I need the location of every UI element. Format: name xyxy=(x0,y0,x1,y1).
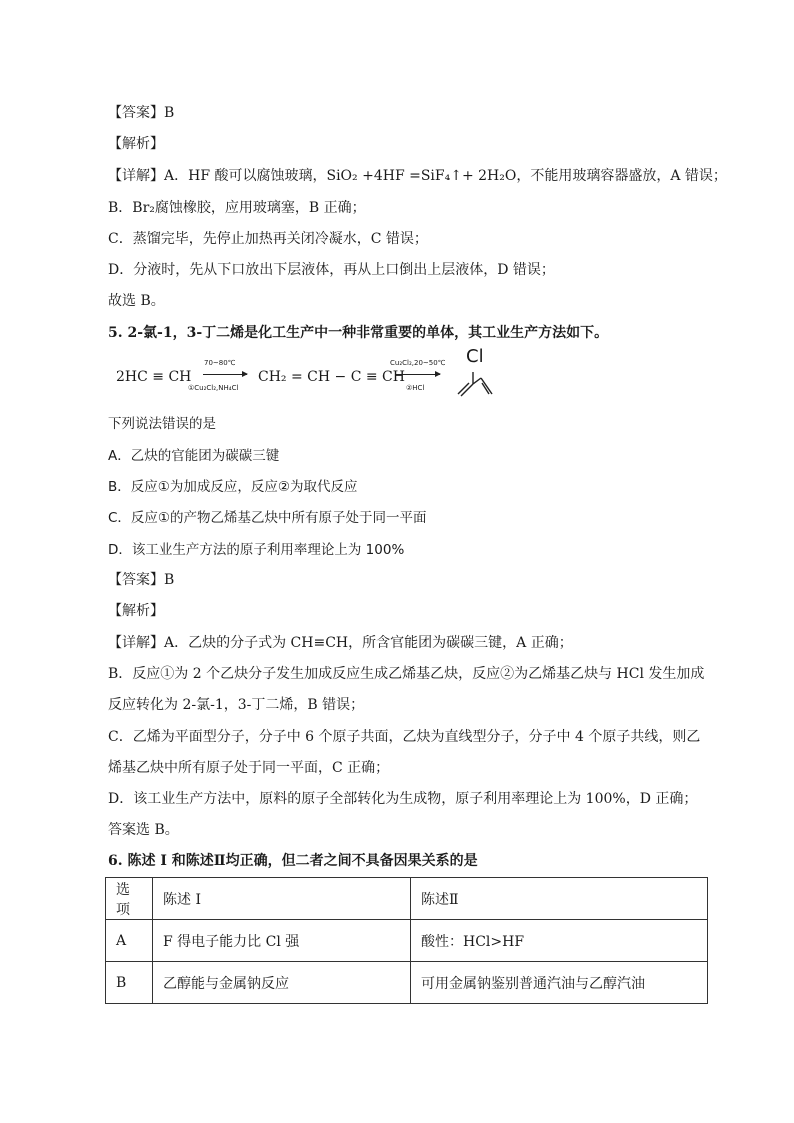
header-option: 选项 xyxy=(106,878,153,920)
condition-2-bottom: ②HCl xyxy=(406,384,425,392)
detail-a: 【详解】A．HF 酸可以腐蚀玻璃，SiO₂ +4HF =SiF₄↑+ 2H₂O，不能用玻璃容器盛放，A 错误； xyxy=(108,168,727,184)
reaction-arrow-2 xyxy=(396,374,440,375)
header-statement-1: 陈述 I xyxy=(153,878,411,920)
table-header-row xyxy=(106,878,708,920)
option-d: D．该工业生产方法的原子利用率理论上为 100% xyxy=(108,542,405,558)
detail-5-c: C．乙烯为平面型分子，分子中 6 个原子共面，乙炔为直线型分子，分子中 4 个原子共线，则乙 xyxy=(108,729,701,745)
question-5-prompt: 下列说法错误的是 xyxy=(108,416,216,432)
table-row xyxy=(106,920,708,962)
detail-5-a: 【详解】A．乙炔的分子式为 CH≡CH，所含官能团为碳碳三键，A 正确； xyxy=(108,635,573,651)
row-b-statement-2: 可用金属钠鉴别普通汽油与乙醇汽油 xyxy=(411,962,708,1004)
reactant-formula: 2HC ≡ CH xyxy=(116,369,192,385)
row-b-statement-1: 乙醇能与金属钠反应 xyxy=(153,962,411,1004)
reaction-scheme xyxy=(108,346,528,400)
detail-5-b-cont: 反应转化为 2-氯-1，3-丁二烯，B 错误； xyxy=(108,697,365,713)
row-a-statement-1: F 得电子能力比 Cl 强 xyxy=(153,920,411,962)
detail-b: B．Br₂腐蚀橡胶，应用玻璃塞，B 正确； xyxy=(108,200,366,216)
intermediate-formula: CH₂ = CH − C ≡ CH xyxy=(258,369,405,385)
chlorine-label: Cl xyxy=(466,346,484,367)
row-a-option: A xyxy=(106,920,153,962)
skeletal-bonds xyxy=(458,372,492,396)
row-b-option: B xyxy=(106,962,153,1004)
question-6: 6. 陈述 I 和陈述Ⅱ均正确，但二者之间不具备因果关系的是 xyxy=(108,853,478,869)
answer-5-label: 【答案】B xyxy=(108,572,175,588)
conclusion-5: 答案选 B。 xyxy=(108,822,179,838)
option-a: A．乙炔的官能团为碳碳三键 xyxy=(108,448,280,464)
detail-c: C．蒸馏完毕，先停止加热再关闭冷凝水，C 错误； xyxy=(108,231,428,247)
answer-label: 【答案】B xyxy=(108,105,175,121)
statement-table xyxy=(105,877,708,1004)
header-statement-2: 陈述Ⅱ xyxy=(411,878,708,920)
detail-d: D．分液时，先从下口放出下层液体，再从上口倒出上层液体，D 错误； xyxy=(108,262,555,278)
option-b: B．反应①为加成反应，反应②为取代反应 xyxy=(108,479,358,495)
table-row xyxy=(106,962,708,1004)
question-5: 5. 2-氯-1，3-丁二烯是化工生产中一种非常重要的单体，其工业生产方法如下。 xyxy=(108,325,609,341)
conclusion: 故选 B。 xyxy=(108,293,165,309)
condition-2-top: Cu₂Cl₂,20~50℃ xyxy=(390,359,446,367)
condition-1-top: 70~80℃ xyxy=(204,359,236,367)
option-c: C．反应①的产物乙烯基乙炔中所有原子处于同一平面 xyxy=(108,510,427,526)
condition-1-bottom: ①Cu₂Cl₂,NH₄Cl xyxy=(188,384,239,392)
row-a-statement-2: 酸性：HCl>HF xyxy=(411,920,708,962)
detail-5-c-cont: 烯基乙炔中所有原子处于同一平面，C 正确； xyxy=(108,760,390,776)
chloroprene-skeleton xyxy=(448,364,498,400)
analysis-5-label: 【解析】 xyxy=(108,603,164,619)
analysis-label: 【解析】 xyxy=(108,136,164,152)
reaction-arrow-1 xyxy=(203,374,247,375)
detail-5-b: B．反应①为 2 个乙炔分子发生加成反应生成乙烯基乙炔，反应②为乙烯基乙炔与 HCl 发生加成 xyxy=(108,666,705,682)
detail-5-d: D．该工业生产方法中，原料的原子全部转化为生成物，原子利用率理论上为 100%，D 正确； xyxy=(108,791,698,807)
